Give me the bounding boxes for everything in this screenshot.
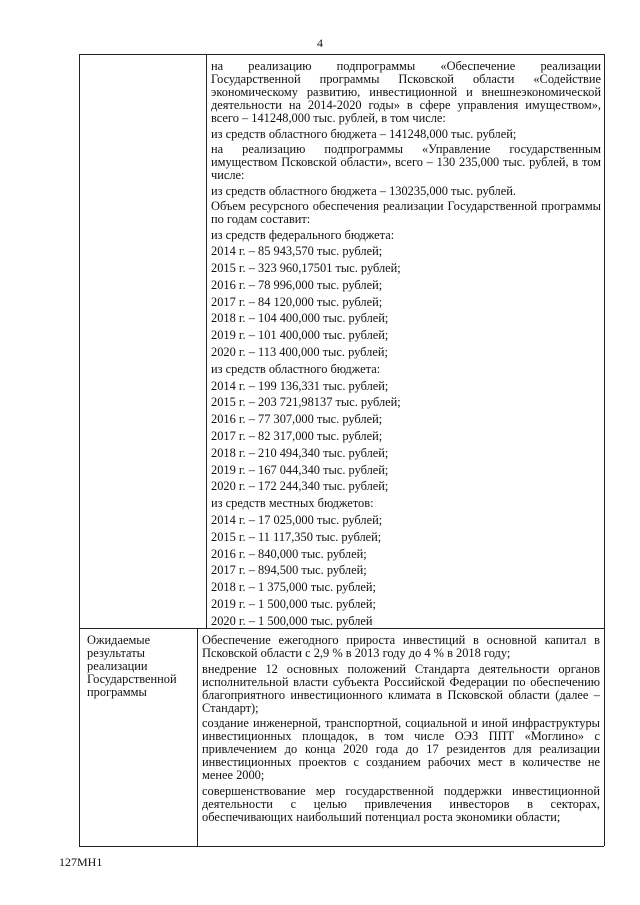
regional-budget-property-line: из средств областного бюджета – 141248,000 тыс. рублей; — [211, 126, 517, 141]
regional-budget-state-property-line: из средств областного бюджета – 130235,000 тыс. рублей. — [211, 183, 516, 198]
expected-result-item: совершенствование мер государственной поддержки инвестиционной деятельности с целью привлечения инвесторов в секторах, обеспечивающих наибольший потенциал роста экономики области; — [202, 783, 600, 824]
expected-result-item: внедрение 12 основных положений Стандарта деятельности органов исполнительной власти субъекта Российской Федерации по обеспечению благоприятного инвестиционного климата в Псковской области (далее – Стандарт); — [202, 661, 600, 715]
local-year-line: 2019 г. – 1 500,000 тыс. рублей; — [211, 597, 376, 612]
expected-result-item: Обеспечение ежегодного прироста инвестиций в основной капитал в Псковской области с 2,9 % в 2013 году до 4 % в 2018 году; — [202, 633, 600, 660]
regional-year-line: 2020 г. – 172 244,340 тыс. рублей; — [211, 479, 389, 494]
local-budget-heading: из средств местных бюджетов: — [211, 496, 374, 511]
local-year-line: 2015 г. – 11 117,350 тыс. рублей; — [211, 529, 382, 544]
federal-budget-heading: из средств федерального бюджета: — [211, 227, 395, 242]
federal-year-line: 2014 г. – 85 943,570 тыс. рублей; — [211, 244, 383, 259]
local-year-line: 2017 г. – 894,500 тыс. рублей; — [211, 563, 367, 578]
table-column-divider-lower — [197, 628, 198, 846]
federal-year-line: 2018 г. – 104 400,000 тыс. рублей; — [211, 311, 389, 326]
page-number: 4 — [317, 36, 323, 50]
local-year-line: 2020 г. – 1 500,000 тыс. рублей — [211, 613, 373, 628]
regional-year-line: 2015 г. – 203 721,98137 тыс. рублей; — [211, 395, 401, 410]
local-year-line: 2018 г. – 1 375,000 тыс. рублей; — [211, 580, 376, 595]
funding-cell — [211, 60, 601, 632]
resource-volume-paragraph: Объем ресурсного обеспечения реализации Государственной программы по годам составит: — [211, 199, 601, 226]
table-right-border — [604, 54, 605, 846]
federal-year-line: 2017 г. – 84 120,000 тыс. рублей; — [211, 294, 383, 309]
table-left-border — [79, 54, 80, 846]
regional-year-line: 2018 г. – 210 494,340 тыс. рублей; — [211, 445, 389, 460]
local-year-line: 2014 г. – 17 025,000 тыс. рублей; — [211, 513, 383, 528]
expected-results-label: Ожидаемые результаты реализации Государственной программы — [87, 633, 177, 699]
table-top-border — [79, 54, 604, 55]
document-code: 127МН1 — [59, 855, 103, 869]
expected-result-item: создание инженерной, транспортной, социальной и иной инфраструктуры инвестиционных площадок, в том числе ОЭЗ ППТ «Моглино» с привлечением до конца 2020 года до 17 резидентов для реализации инвестиционных проектов с созданием рабочих мест в количестве не менее 2000; — [202, 716, 600, 782]
regional-year-line: 2016 г. – 77 307,000 тыс. рублей; — [211, 412, 383, 427]
table-bottom-border — [79, 846, 604, 847]
local-year-line: 2016 г. – 840,000 тыс. рублей; — [211, 546, 367, 561]
federal-year-line: 2019 г. – 101 400,000 тыс. рублей; — [211, 328, 389, 343]
federal-year-line: 2016 г. – 78 996,000 тыс. рублей; — [211, 277, 383, 292]
subprogram-state-property-paragraph: на реализацию подпрограммы «Управление государственным имуществом Псковской области», всего – 130 235,000 тыс. рублей, в том числе: — [211, 142, 601, 182]
subprogram-property-paragraph: на реализацию подпрограммы «Обеспечение реализации Государственной программы Псковской области «Содействие экономическому развитию, инвестиционной и внешнеэкономической деятельности на 2014-2020 годы» в сфере управления имуществом», всего – 141248,000 тыс. рублей, в том числе: — [211, 59, 601, 125]
regional-year-line: 2017 г. – 82 317,000 тыс. рублей; — [211, 429, 383, 444]
regional-budget-heading: из средств областного бюджета: — [211, 361, 381, 376]
federal-year-line: 2020 г. – 113 400,000 тыс. рублей; — [211, 345, 388, 360]
table-column-divider-upper — [206, 54, 207, 628]
regional-year-line: 2014 г. – 199 136,331 тыс. рублей; — [211, 378, 389, 393]
regional-year-line: 2019 г. – 167 044,340 тыс. рублей; — [211, 462, 389, 477]
federal-year-line: 2015 г. – 323 960,17501 тыс. рублей; — [211, 261, 401, 276]
expected-results-cell — [202, 634, 600, 826]
